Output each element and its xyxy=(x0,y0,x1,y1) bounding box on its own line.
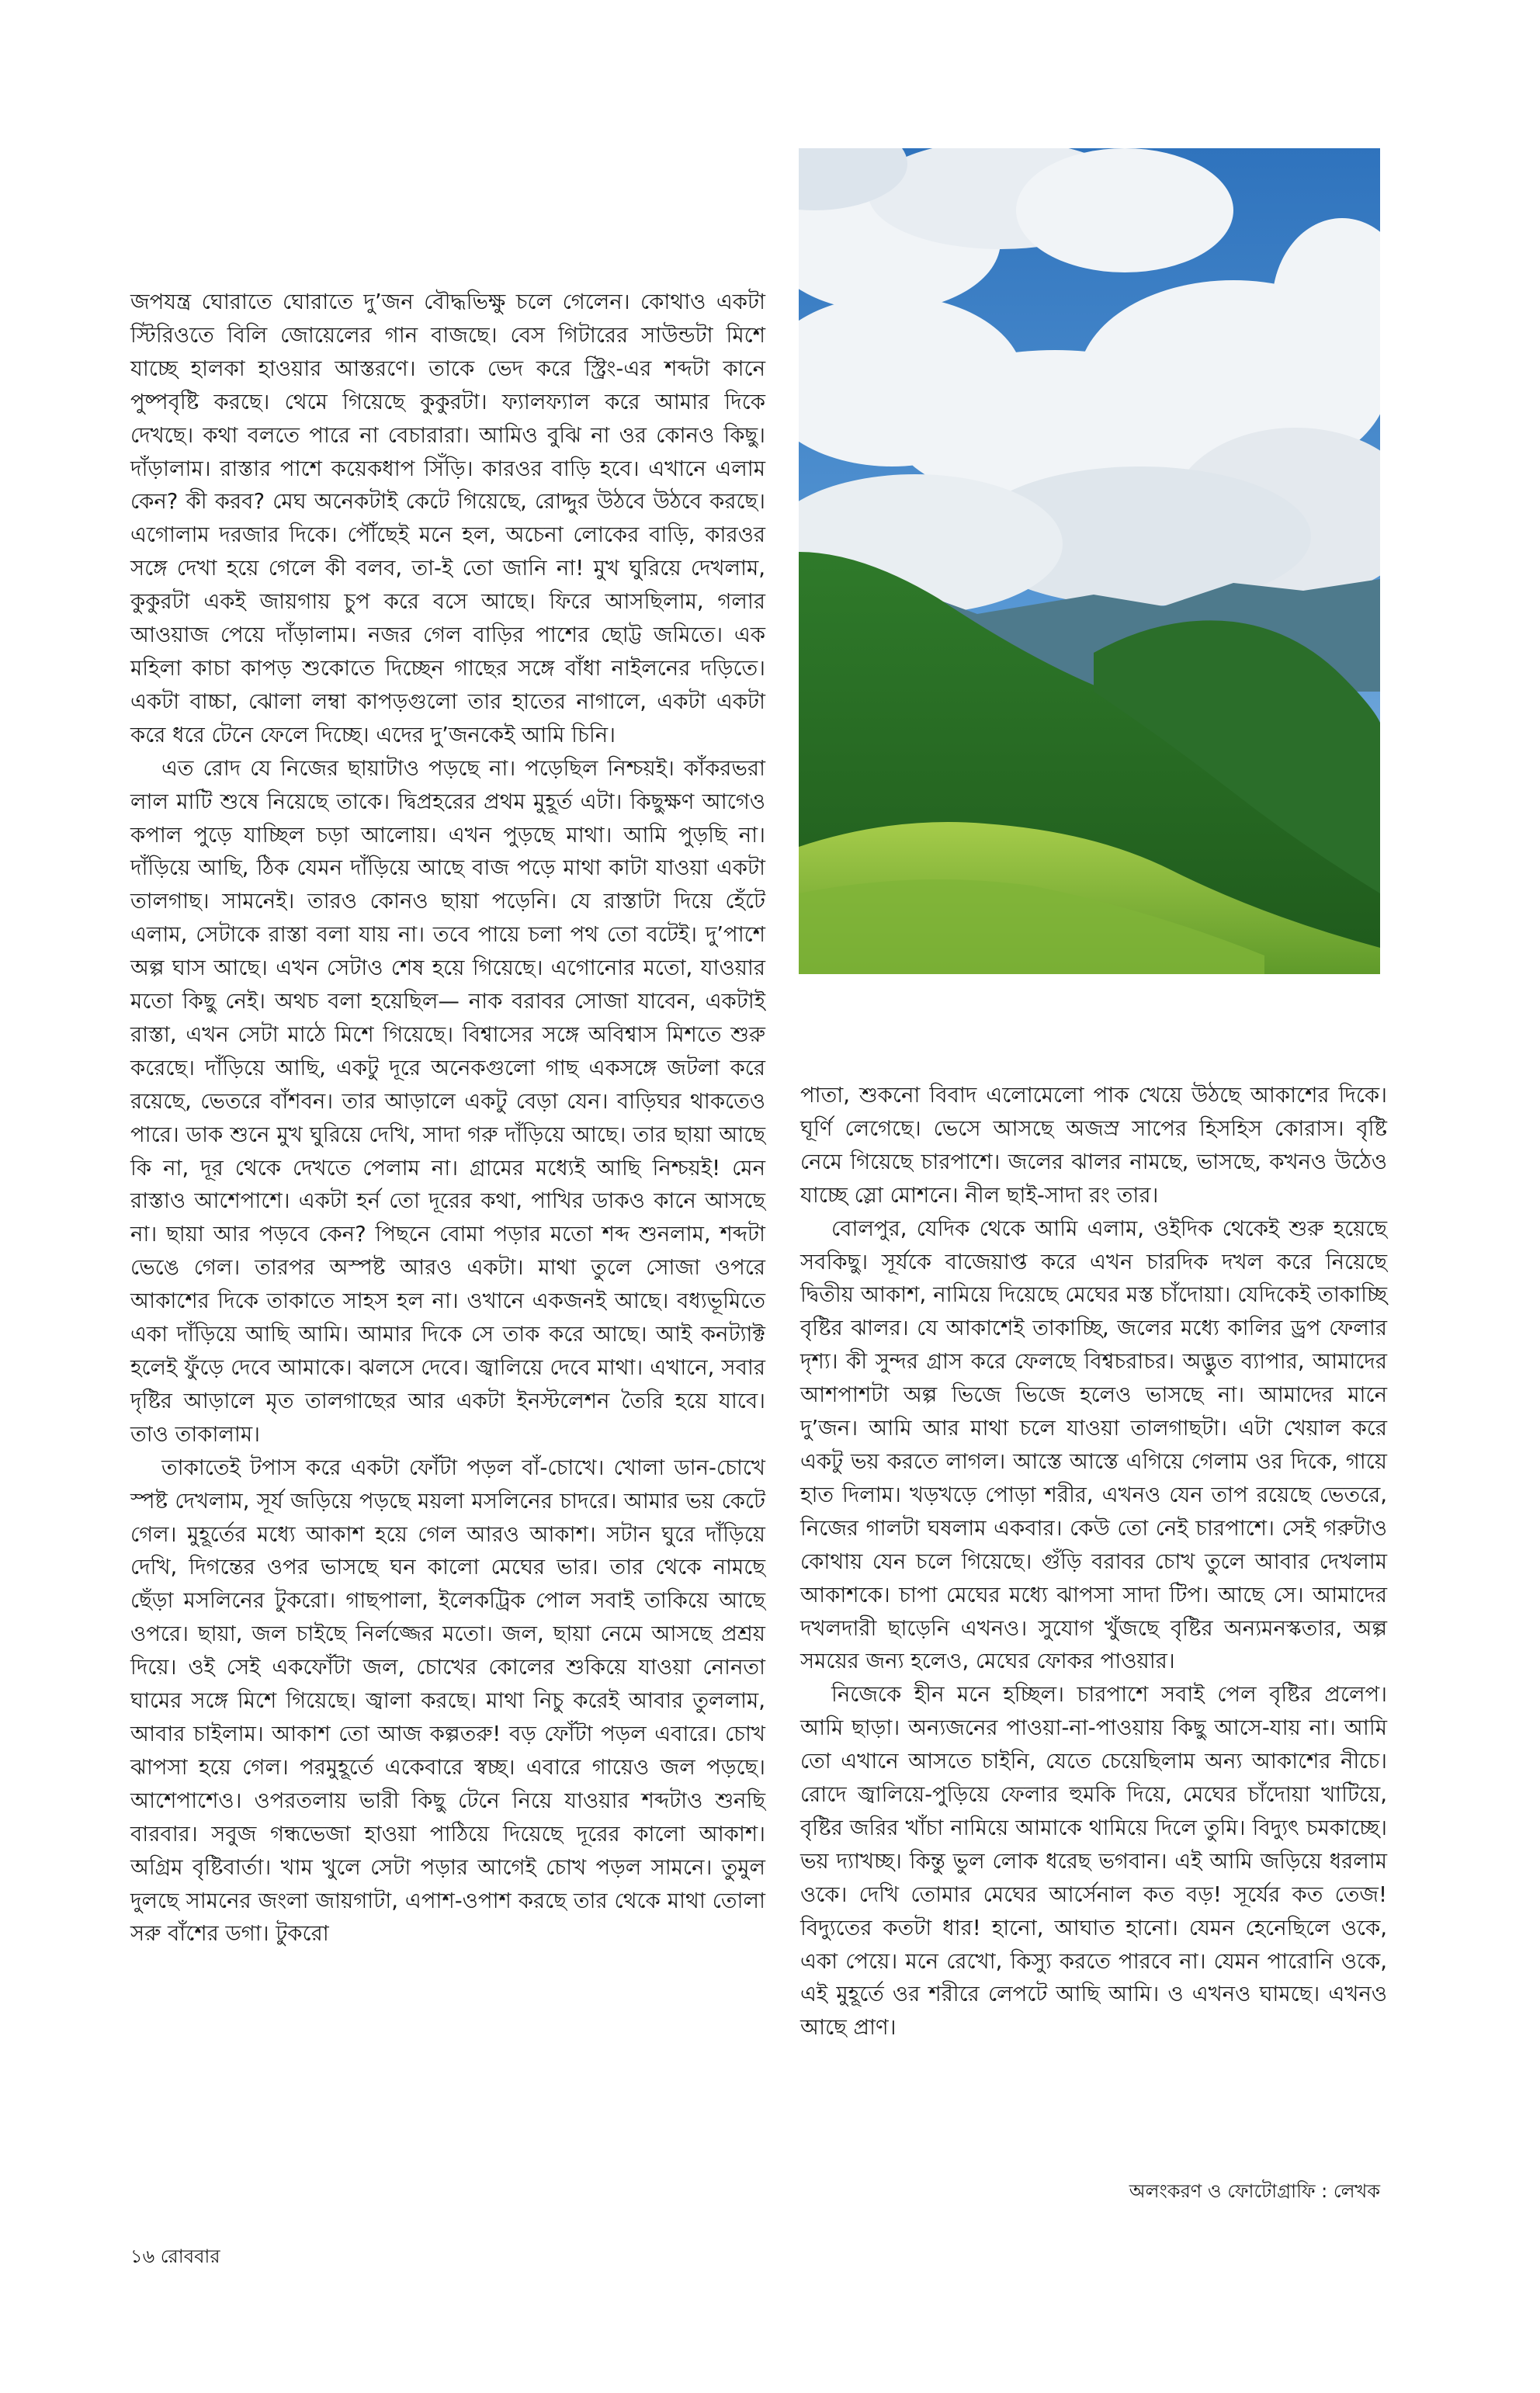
photo-credit: অলংকরণ ও ফোটোগ্রাফি : লেখক xyxy=(1129,2180,1380,2202)
paragraph: তাকাতেই টপাস করে একটা ফোঁটা পড়ল বাঁ-চোখে। খোলা ডান-চোখে স্পষ্ট দেখলাম, সূর্য জড়িয়ে পড়ছে ময়লা মসলিনের চাদরে। আমার ভয় কেটে গেল। মুহূর্তের মধ্যে আকাশ হয়ে গেল আরও আকাশ। সটান ঘুরে দাঁড়িয়ে দেখি, দিগন্তের ওপর ভাসছে ঘন কালো মেঘের ভার। তার থেকে নামছে ছেঁড়া মসলিনের টুকরো। গাছপালা, ইলেকট্রিক পোল সবাই তাকিয়ে আছে ওপরে। ছায়া, জল চাইছে নির্লজ্জের মতো। জল, ছায়া নেমে আসছে প্রশ্রয় দিয়ে। ওই সেই একফোঁটা জল, চোখের কোলের শুকিয়ে যাওয়া নোনতা ঘামের সঙ্গে মিশে গিয়েছে। জ্বালা করছে। মাথা নিচু করেই আবার তুললাম, আবার চাইলাম। আকাশ তো আজ কল্পতরু! বড় ফোঁটা পড়ল এবারে। চোখ ঝাপসা হয়ে গেল। পরমুহূর্তে একেবারে স্বচ্ছ। এবারে গায়েও জল পড়ছে। আশেপাশেও। ওপরতলায় ভারী কিছু টেনে নিয়ে যাওয়ার শব্দটাও শুনছি বারবার। সবুজ গন্ধভেজা হাওয়া পাঠিয়ে দিয়েছে দূরের কালো আকাশ। অগ্রিম বৃষ্টিবার্তা। খাম খুলে সেটা পড়ার আগেই চোখ পড়ল সামনে। তুমুল দুলছে সামনের জংলা জায়গাটা, এপাশ-ওপাশ করছে তার থেকে মাথা তোলা সরু বাঁশের ডগা। টুকরো xyxy=(130,1455,765,1947)
paragraph: এত রোদ যে নিজের ছায়াটাও পড়ছে না। পড়েছিল নিশ্চয়ই। কাঁকরভরা লাল মাটি শুষে নিয়েছে তাকে। দ্বিপ্রহরের প্রথম মুহূর্ত এটা। কিছুক্ষণ আগেও কপাল পুড়ে যাচ্ছিল চড়া আলোয়। এখন পুড়ছে মাথা। আমি পুড়ছি না। দাঁড়িয়ে আছি, ঠিক যেমন দাঁড়িয়ে আছে বাজ পড়ে মাথা কাটা যাওয়া একটা তালগাছ। সামনেই। তারও কোনও ছায়া পড়েনি। যে রাস্তাটা দিয়ে হেঁটে এলাম, সেটাকে রাস্তা বলা যায় না। তবে পায়ে চলা পথ তো বটেই। দু’পাশে অল্প ঘাস আছে। এখন সেটাও শেষ হয়ে গিয়েছে। এগোনোর মতো, যাওয়ার মতো কিছু নেই। অথচ বলা হয়েছিল— নাক বরাবর সোজা যাবেন, একটাই রাস্তা, এখন সেটা মাঠে মিশে গিয়েছে। বিশ্বাসের সঙ্গে অবিশ্বাস মিশতে শুরু করেছে। দাঁড়িয়ে আছি, একটু দূরে অনেকগুলো গাছ একসঙ্গে জটলা করে রয়েছে, ভেতরে বাঁশবন। তার আড়ালে একটু বেড়া যেন। বাড়িঘর থাকতেও পারে। ডাক শুনে মুখ ঘুরিয়ে দেখি, সাদা গরু দাঁড়িয়ে আছে। তার ছায়া আছে কি না, দূর থেকে দেখতে পেলাম না। গ্রামের মধ্যেই আছি নিশ্চয়ই! মেন রাস্তাও আশেপাশে। একটা হর্ন তো দূরের কথা, পাখির ডাকও কানে আসছে না। ছায়া আর পড়বে কেন? পিছনে বোমা পড়ার মতো শব্দ শুনলাম, শব্দটা ভেঙে গেল। তারপর অস্পষ্ট আরও একটা। মাথা তুলে সোজা ওপরে আকাশের দিকে তাকাতে সাহস হল না। ওখানে একজনই আছে। বধ্যভূমিতে একা দাঁড়িয়ে আছি আমি। আমার দিকে সে তাক করে আছে। আই কনট্যাক্ট হলেই ফুঁড়ে দেবে আমাকে। ঝলসে দেবে। জ্বালিয়ে দেবে মাথা। এখানে, সবার দৃষ্টির আড়ালে মৃত তালগাছের আর একটা ইনস্টলেশন তৈরি হয়ে যাবে। তাও তাকালাম। xyxy=(130,755,765,1447)
paragraph: বোলপুর, যেদিক থেকে আমি এলাম, ওইদিক থেকেই শুরু হয়েছে সবকিছু। সূর্যকে বাজেয়াপ্ত করে এখন চারদিক দখল করে নিয়েছে দ্বিতীয় আকাশ, নামিয়ে দিয়েছে মেঘের মস্ত চাঁদোয়া। যেদিকেই তাকাচ্ছি বৃষ্টির ঝালর। যে আকাশেই তাকাচ্ছি, জলের মধ্যে কালির ড্রপ ফেলার দৃশ্য। কী সুন্দর গ্রাস করে ফেলছে বিশ্বচরাচর। অদ্ভুত ব্যাপার, আমাদের আশপাশটা অল্প ভিজে ভিজে হলেও ভাসছে না। আমাদের মানে দু’জন। আমি আর মাথা চলে যাওয়া তালগাছটা। এটা খেয়াল করে একটু ভয় করতে লাগল। আস্তে আস্তে এগিয়ে গেলাম ওর দিকে, গায়ে হাত দিলাম। খড়খড়ে পোড়া শরীর, এখনও যেন তাপ রয়েছে ভেতরে, নিজের গালটা ঘষলাম একবার। কেউ তো নেই চারপাশে। সেই গরুটাও কোথায় যেন চলে গিয়েছে। গুঁড়ি বরাবর চোখ তুলে আবার দেখলাম আকাশকে। চাপা মেঘের মধ্যে ঝাপসা সাদা টিপ। আছে সে। আমাদের দখলদারী ছাড়েনি এখনও। সুযোগ খুঁজছে বৃষ্টির অন্যমনস্কতার, অল্প সময়ের জন্য হলেও, মেঘের ফোকর পাওয়ার। xyxy=(800,1216,1387,1674)
page-folio: ১৬ রোববার xyxy=(130,2246,220,2267)
right-text-column xyxy=(800,1079,1387,2044)
paragraph: নিজেকে হীন মনে হচ্ছিল। চারপাশে সবাই পেল বৃষ্টির প্রলেপ। আমি ছাড়া। অন্যজনের পাওয়া-না-পাওয়ায় কিছু আসে-যায় না। আমি তো এখানে আসতে চাইনি, যেতে চেয়েছিলাম অন্য আকাশের নীচে। রোদে জ্বালিয়ে-পুড়িয়ে ফেলার হুমকি দিয়ে, মেঘের চাঁদোয়া খাটিয়ে, বৃষ্টির জরির খাঁচা নামিয়ে আমাকে থামিয়ে দিলে তুমি। বিদ্যুৎ চমকাচ্ছে। ভয় দ্যাখচ্ছ। কিন্তু ভুল লোক ধরেছ ভগবান। এই আমি জড়িয়ে ধরলাম ওকে। দেখি তোমার মেঘের আর্সেনাল কত বড়! সূর্যের কত তেজ! বিদ্যুতের কতটা ধার! হানো, আঘাত হানো। যেমন হেনেছিলে ওকে, একা পেয়ে। মনে রেখো, কিস্যু করতে পারবে না। যেমন পারোনি ওকে, এই মুহূর্তে ওর শরীরে লেপটে আছি আমি। ও এখনও ঘামছে। এখনও আছে প্রাণ। xyxy=(800,1682,1387,2041)
left-text-column xyxy=(130,286,765,1951)
paragraph: জপযন্ত্র ঘোরাতে ঘোরাতে দু’জন বৌদ্ধভিক্ষু চলে গেলেন। কোথাও একটা স্টিরিওতে বিলি জোয়েলের গান বাজছে। বেস গিটারের সাউন্ডটা মিশে যাচ্ছে হালকা হাওয়ার আস্তরণে। তাকে ভেদ করে স্ট্রিং-এর শব্দটা কানে পুষ্পবৃষ্টি করছে। থেমে গিয়েছে কুকুরটা। ফ্যালফ্যাল করে আমার দিকে দেখছে। কথা বলতে পারে না বেচারারা। আমিও বুঝি না ওর কোনও কিছু। দাঁড়ালাম। রাস্তার পাশে কয়েকধাপ সিঁড়ি। কারওর বাড়ি হবে। এখানে এলাম কেন? কী করব? মেঘ অনেকটাই কেটে গিয়েছে, রোদ্দুর উঠবে উঠবে করছে। এগোলাম দরজার দিকে। পৌঁছেই মনে হল, অচেনা লোকের বাড়ি, কারওর সঙ্গে দেখা হয়ে গেলে কী বলব, তা-ই তো জানি না! মুখ ঘুরিয়ে দেখলাম, কুকুরটা একই জায়গায় চুপ করে বসে আছে। ফিরে আসছিলাম, গলার আওয়াজ পেয়ে দাঁড়ালাম। নজর গেল বাড়ির পাশের ছোট্ট জমিতে। এক মহিলা কাচা কাপড় শুকোতে দিচ্ছেন গাছের সঙ্গে বাঁধা নাইলনের দড়িতে। একটা বাচ্চা, ঝোলা লম্বা কাপড়গুলো তার হাতের নাগালে, একটা একটা করে ধরে টেনে ফেলে দিচ্ছে। এদের দু’জনকেই আমি চিনি। xyxy=(130,290,765,747)
landscape-photo xyxy=(799,148,1380,974)
paragraph: পাতা, শুকনো বিবাদ এলোমেলো পাক খেয়ে উঠছে আকাশের দিকে। ঘূর্ণি লেগেছে। ভেসে আসছে অজস্র সাপের হিসহিস কোরাস। বৃষ্টি নেমে গিয়েছে চারপাশে। জলের ঝালর নামছে, ভাসছে, কখনও উঠেও যাচ্ছে স্লো মোশনে। নীল ছাই-সাদা রং তার। xyxy=(800,1083,1387,1208)
